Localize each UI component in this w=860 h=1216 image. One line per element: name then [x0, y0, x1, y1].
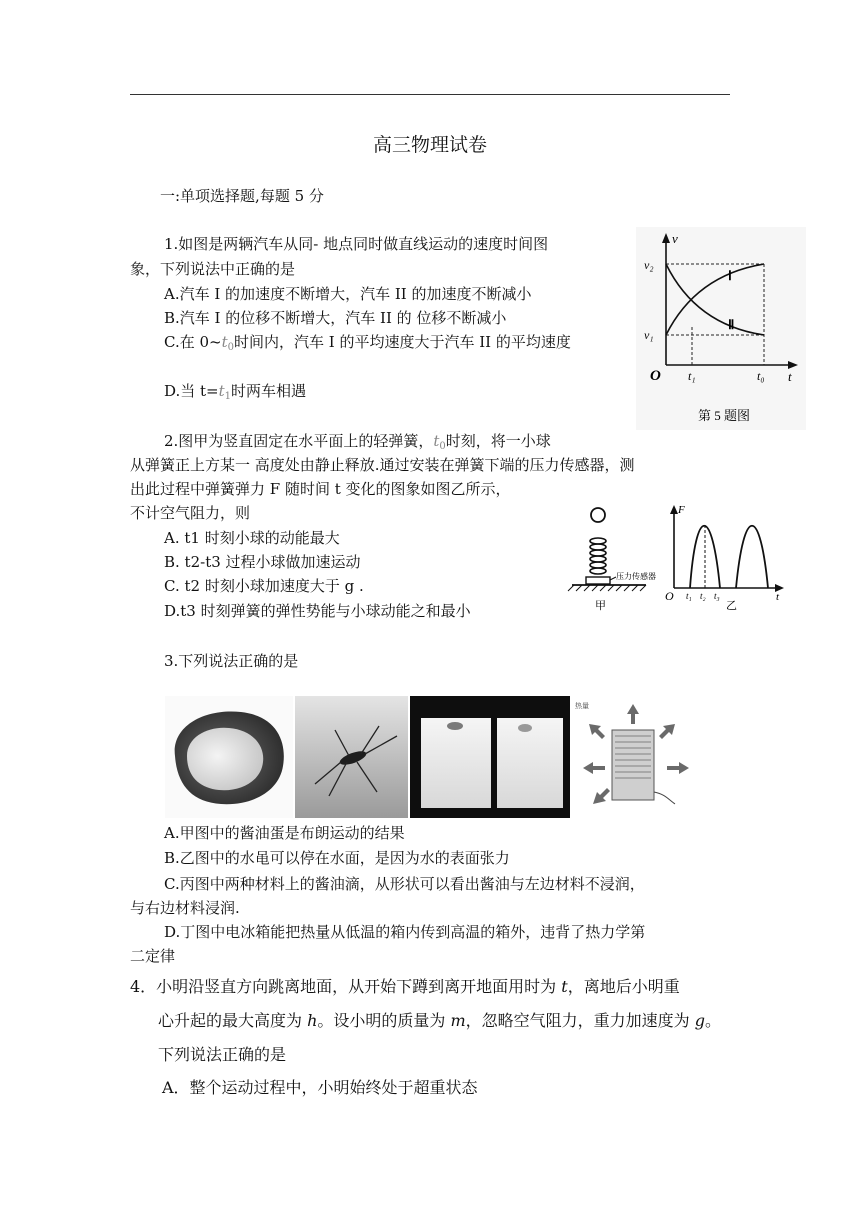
q4-stem-line3: 下列说法正确的是	[158, 1045, 287, 1064]
q3-photo-strip	[165, 696, 702, 818]
q1-fig-curve-1-label: Ⅰ	[728, 268, 732, 283]
q1-option-c: C.在 $0\sim t_0$时间内，汽车 I 的平均速度大于汽车 II 的平均速度	[164, 333, 571, 353]
q3-option-a: A.甲图中的酱油蛋是布朗运动的结果	[164, 824, 405, 842]
q3-photo-water-strider	[295, 696, 408, 818]
q2-stem-line3: 出此过程中弹簧弹力 F 随时间 t 变化的图象如图乙所示，	[130, 480, 511, 498]
q3-stem: 3.下列说法正确的是	[164, 652, 299, 670]
q3-option-d-line1: D.丁图中电冰箱能把热量从低温的箱内传到高温的箱外，违背了热力学第	[164, 923, 646, 941]
section-heading: 一:单项选择题,每题 5 分	[160, 187, 324, 205]
q2-option-c: C. t2 时刻小球加速度大于 g .	[164, 577, 364, 595]
q1-fig-v1: v₁	[644, 328, 654, 342]
q1-fig-v2: v₂	[644, 258, 654, 272]
q4-stem-line2: 心升起的最大高度为 h。设小明的质量为 m，忽略空气阻力，重力加速度为 g。	[158, 1011, 722, 1030]
q2-fig-t3: t₃	[714, 591, 720, 601]
q2-option-b: B. t2-t3 过程小球做加速运动	[164, 553, 361, 571]
q3-option-c-line1: C.丙图中两种材料上的酱油滴，从形状可以看出酱油与左边材料不浸润，	[164, 875, 645, 893]
q3-option-d-line2: 二定律	[130, 947, 176, 965]
q2-fig-t-axis: t	[776, 591, 780, 603]
q3-photo-material-blocks	[410, 696, 570, 818]
page-title: 高三物理试卷	[372, 134, 487, 156]
q1-option-d: D.当 $t=t_1$时两车相遇	[164, 382, 307, 402]
q1-velocity-time-figure	[636, 227, 806, 430]
q1-option-a: A.汽车 I 的加速度不断增大，汽车 II 的加速度不断减小	[164, 285, 532, 303]
q2-fig-origin: O	[665, 589, 674, 603]
q1-fig-origin: O	[650, 368, 661, 384]
q1-fig-t1: t₁	[688, 369, 696, 383]
q2-fig-force-pulse-2	[736, 526, 768, 588]
q4-option-a: A．整个运动过程中，小明始终处于超重状态	[162, 1078, 478, 1097]
q4-stem-line1: 4．小明沿竖直方向跳离地面，从开始下蹲到离开地面用时为 t，离地后小明重	[130, 977, 680, 996]
q2-fig-t1: t₁	[686, 591, 692, 601]
q2-stem-line2: 从弹簧正上方某一 高度处由静止释放.通过安装在弹簧下端的压力传感器，测	[130, 456, 635, 474]
q2-fig-label-yi: 乙	[726, 599, 737, 612]
q3-photo-refrigerator	[572, 696, 702, 818]
q1-fig-v-label: v	[672, 231, 678, 246]
q1-fig-t-axis: t	[788, 369, 792, 384]
q1-fig-curve-2-label: Ⅱ	[728, 317, 735, 332]
q1-stem-line2: 象，下列说法中正确的是	[130, 260, 296, 278]
q2-fig-sensor	[586, 577, 610, 584]
q2-fig-F-label: F	[678, 504, 685, 516]
q3-photo-egg	[165, 696, 293, 818]
q1-fig-t0: t₀	[757, 369, 765, 383]
q2-fig-ball	[591, 508, 605, 522]
header-rule	[130, 94, 730, 95]
q2-fig-t2: t₂	[700, 591, 706, 601]
q2-spring-force-figure	[562, 497, 788, 622]
q2-stem-line1: 2.图甲为竖直固定在水平面上的轻弹簧，$t_0$时刻，将一小球	[164, 432, 551, 452]
q3-option-c-line2: 与右边材料浸润.	[130, 899, 240, 917]
q3-option-b: B.乙图中的水黾可以停在水面，是因为水的表面张力	[164, 849, 510, 867]
q3-fridge-heat-label: 热量	[575, 702, 589, 710]
q2-stem-line4: 不计空气阻力，则	[130, 504, 251, 522]
q2-fig-spring	[590, 538, 606, 574]
q1-option-b: B.汽车 I 的位移不断增大，汽车 II 的 位移不断减小	[164, 309, 507, 327]
q2-fig-sensor-label: 压力传感器	[616, 572, 656, 581]
q1-stem-line1: 1.如图是两辆汽车从同- 地点同时做直线运动的速度时间图	[164, 235, 549, 253]
q1-fig-caption: 第 5 题图	[698, 408, 751, 423]
q2-fig-label-jia: 甲	[595, 599, 606, 612]
q2-option-a: A. t1 时刻小球的动能最大	[164, 529, 340, 547]
q2-option-d: D.t3 时刻弹簧的弹性势能与小球动能之和最小	[164, 602, 471, 620]
